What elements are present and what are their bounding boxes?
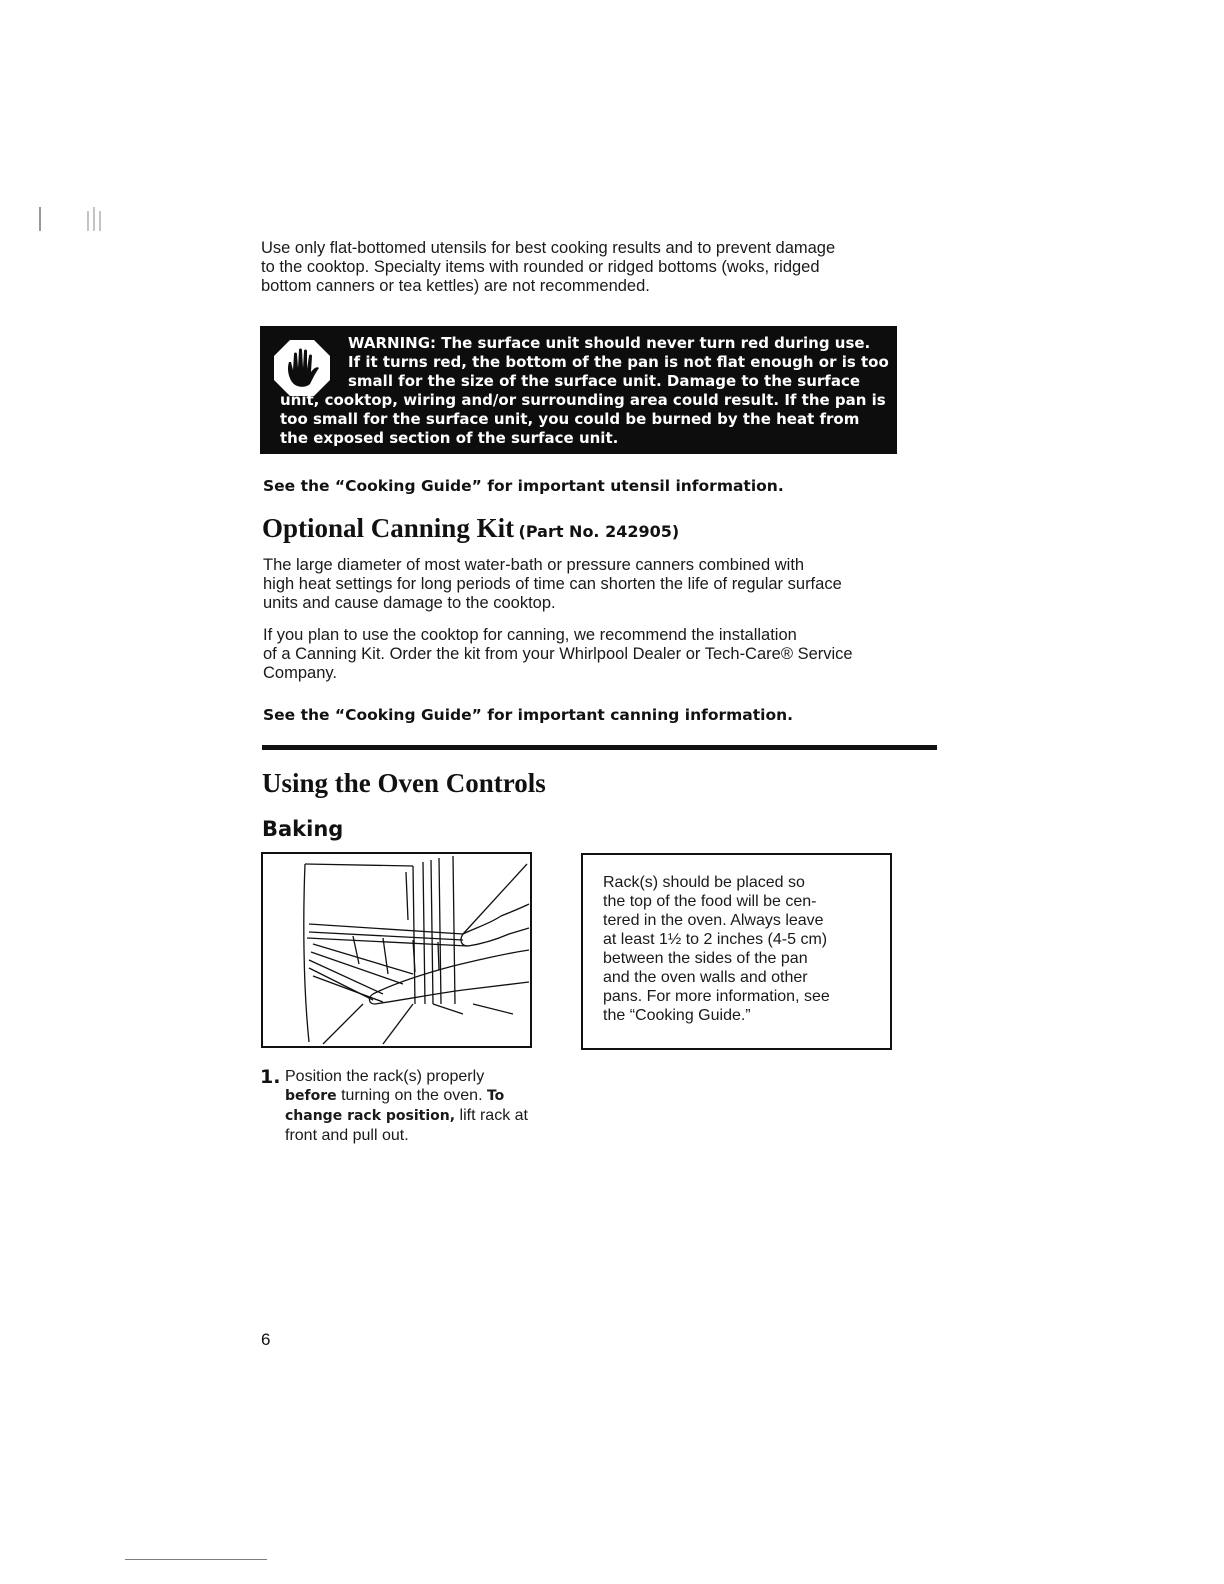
- intro-line: bottom canners or tea kettles) are not recommended.: [261, 277, 650, 295]
- hand-stop-icon: [272, 338, 332, 398]
- step-line: Position the rack(s) properly: [285, 1068, 485, 1085]
- warning-line: unit, cooktop, wiring and/or surrounding area could result. If the pan is: [280, 391, 886, 409]
- step-fragment: lift rack at: [455, 1107, 528, 1124]
- rack-placement-note: [581, 853, 892, 1050]
- step-emphasis: change rack position,: [285, 1108, 456, 1124]
- see-utensil-note: See the “Cooking Guide” for important utensil information.: [263, 477, 784, 495]
- note-line: pans. For more information, see: [603, 988, 830, 1005]
- intro-line: to the cooktop. Specialty items with rounded or ridged bottoms (woks, ridged: [261, 258, 820, 276]
- note-line: and the oven walls and other: [603, 969, 808, 986]
- intro-line: Use only flat-bottomed utensils for best cooking results and to prevent damage: [261, 239, 836, 257]
- see-canning-note: See the “Cooking Guide” for important canning information.: [263, 706, 794, 724]
- warning-line: WARNING: The surface unit should never turn red during use.: [348, 334, 871, 352]
- note-line: Rack(s) should be placed so: [603, 874, 805, 891]
- note-line: between the sides of the pan: [603, 950, 808, 967]
- canning-line: high heat settings for long periods of time can shorten the life of regular surface: [263, 575, 842, 593]
- oven-rack-drawing: [263, 854, 530, 1046]
- canning-line: If you plan to use the cooktop for canning, we recommend the installation: [263, 626, 797, 644]
- step-number: 1.: [260, 1066, 281, 1088]
- intro-paragraph: [261, 239, 835, 296]
- canning-line: units and cause damage to the cooktop.: [263, 594, 556, 612]
- canning-line: Company.: [263, 664, 337, 682]
- step-line: [285, 1106, 575, 1126]
- canning-heading: [262, 513, 679, 544]
- warning-box: [260, 326, 897, 454]
- canning-part-number: (Part No. 242905): [518, 522, 680, 541]
- warning-line: too small for the surface unit, you could be burned by the heat from: [280, 410, 860, 428]
- section-divider: [262, 745, 937, 750]
- baking-subtitle: Baking: [262, 817, 344, 841]
- page-number: 6: [261, 1330, 271, 1349]
- bottom-rule: [125, 1559, 267, 1560]
- warning-line: If it turns red, the bottom of the pan is not flat enough or is too: [348, 353, 889, 371]
- canning-line: The large diameter of most water-bath or pressure canners combined with: [263, 556, 805, 574]
- oven-rack-illustration: [261, 852, 532, 1048]
- canning-title: Optional Canning Kit: [262, 513, 515, 543]
- step-emphasis: To: [486, 1088, 505, 1104]
- step-fragment: turning on the oven.: [336, 1087, 487, 1104]
- step-1-text: [285, 1067, 575, 1145]
- step-emphasis: before: [285, 1088, 337, 1104]
- canning-paragraph-1: [263, 556, 842, 613]
- canning-line: of a Canning Kit. Order the kit from your Whirlpool Dealer or Tech-Care® Service: [263, 645, 853, 663]
- note-line: at least 1½ to 2 inches (4-5 cm): [603, 931, 828, 948]
- step-line: front and pull out.: [285, 1127, 409, 1144]
- warning-line: the exposed section of the surface unit.: [280, 429, 619, 447]
- note-line: tered in the oven. Always leave: [603, 912, 824, 929]
- note-line: the “Cooking Guide.”: [603, 1007, 751, 1024]
- note-line: the top of the food will be cen-: [603, 893, 817, 910]
- oven-section-title: Using the Oven Controls: [262, 768, 546, 798]
- warning-line: small for the size of the surface unit. Damage to the surface: [348, 372, 861, 390]
- margin-marks: [38, 205, 128, 235]
- canning-paragraph-2: [263, 626, 853, 683]
- step-line: [285, 1086, 575, 1106]
